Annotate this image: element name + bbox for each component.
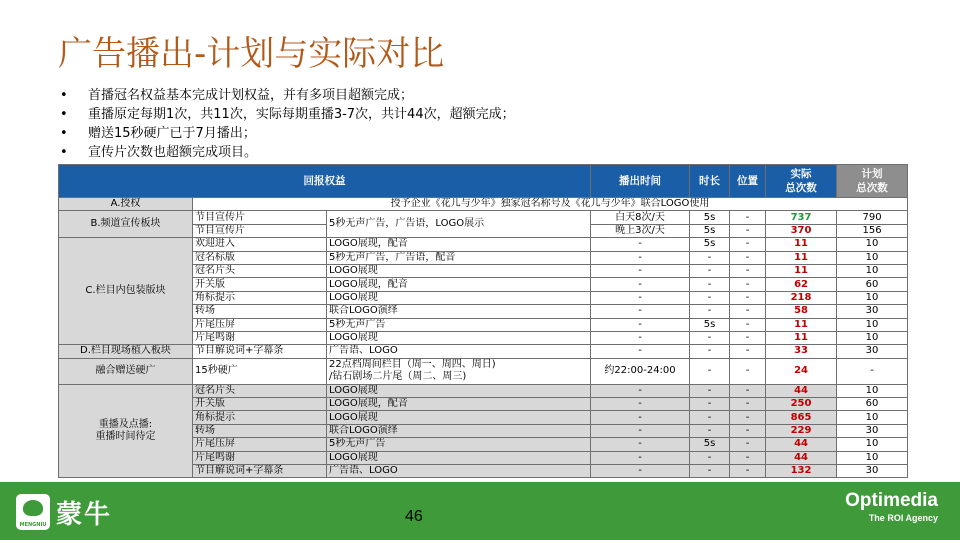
row-time: - bbox=[591, 278, 690, 291]
header-actual-line2: 总次数 bbox=[785, 182, 817, 194]
row-actual: 250 bbox=[766, 398, 837, 411]
row-item: 角标提示 bbox=[193, 291, 327, 304]
category-f-line1: 重播及点播: bbox=[98, 419, 153, 431]
row-time: - bbox=[591, 398, 690, 411]
header-plan-line2: 总次数 bbox=[856, 182, 888, 194]
row-time: - bbox=[591, 424, 690, 437]
row-actual: 33 bbox=[766, 345, 837, 358]
row-duration: - bbox=[690, 305, 730, 318]
row-form: 5秒无声广告，广告语，配音 bbox=[327, 251, 591, 264]
row-form: LOGO展现 bbox=[327, 411, 591, 424]
row-item: 转场 bbox=[193, 424, 327, 437]
row-position: - bbox=[730, 411, 766, 424]
row-item: 15秒硬广 bbox=[193, 358, 327, 384]
row-item: 转场 bbox=[193, 305, 327, 318]
cow-shape bbox=[23, 500, 43, 516]
row-actual: 218 bbox=[766, 291, 837, 304]
row-item: 角标提示 bbox=[193, 411, 327, 424]
row-time: - bbox=[591, 384, 690, 397]
row-item: 节目宣传片 bbox=[193, 224, 327, 237]
row-time: - bbox=[591, 411, 690, 424]
bullet-item: • 赠送15秒硬广已于7月播出； bbox=[60, 124, 515, 143]
table-row bbox=[59, 358, 908, 384]
header-duration: 时长 bbox=[690, 165, 730, 198]
row-actual: 44 bbox=[766, 438, 837, 451]
row-position: - bbox=[730, 238, 766, 251]
row-plan: 10 bbox=[837, 238, 908, 251]
row-duration: - bbox=[690, 264, 730, 277]
row-form: LOGO展现，配音 bbox=[327, 398, 591, 411]
optimedia-tagline: The ROI Agency bbox=[868, 513, 938, 523]
row-duration: - bbox=[690, 251, 730, 264]
row-form: 联合LOGO演绎 bbox=[327, 424, 591, 437]
row-plan: 790 bbox=[837, 211, 908, 224]
row-duration: 5s bbox=[690, 238, 730, 251]
row-form: LOGO展现 bbox=[327, 264, 591, 277]
row-item: 片尾压屏 bbox=[193, 318, 327, 331]
category-a: A.授权 bbox=[59, 198, 193, 211]
row-item: 欢迎进入 bbox=[193, 238, 327, 251]
row-position: - bbox=[730, 251, 766, 264]
row-actual: 11 bbox=[766, 318, 837, 331]
row-duration: - bbox=[690, 278, 730, 291]
row-plan: 10 bbox=[837, 318, 908, 331]
row-plan: 30 bbox=[837, 305, 908, 318]
row-item: 片尾压屏 bbox=[193, 438, 327, 451]
row-actual: 44 bbox=[766, 451, 837, 464]
row-plan: 10 bbox=[837, 411, 908, 424]
row-position: - bbox=[730, 305, 766, 318]
mengniu-logo bbox=[16, 490, 112, 534]
table-row bbox=[59, 384, 908, 397]
row-duration: - bbox=[690, 465, 730, 478]
header-plan-line1: 计划 bbox=[861, 168, 883, 180]
row-duration: - bbox=[690, 384, 730, 397]
optimedia-wordmark: Optimedia bbox=[845, 490, 938, 511]
header-time: 播出时间 bbox=[591, 165, 690, 198]
bullet-item: • 首播冠名权益基本完成计划权益，并有多项目超额完成； bbox=[60, 86, 515, 105]
row-actual: 865 bbox=[766, 411, 837, 424]
row-form: 广告语、LOGO bbox=[327, 465, 591, 478]
row-form: LOGO展现，配音 bbox=[327, 278, 591, 291]
mengniu-wordmark: 蒙牛 bbox=[56, 499, 113, 530]
row-item: 片尾鸣谢 bbox=[193, 331, 327, 344]
bullet-item: • 重播原定每期1次，共11次，实际每期重播3-7次，共计44次，超额完成； bbox=[60, 105, 515, 124]
row-item: 节目宣传片 bbox=[193, 211, 327, 224]
row-time: - bbox=[591, 438, 690, 451]
row-plan: 10 bbox=[837, 384, 908, 397]
table-row bbox=[59, 198, 908, 211]
summary-bullets bbox=[60, 86, 515, 162]
row-item: 冠名片头 bbox=[193, 384, 327, 397]
header-plan bbox=[837, 165, 908, 198]
row-duration: - bbox=[690, 398, 730, 411]
row-form: LOGO展现，配音 bbox=[327, 238, 591, 251]
row-time: 白天8次/天 bbox=[591, 211, 690, 224]
optimedia-logo bbox=[845, 490, 938, 523]
row-plan: 10 bbox=[837, 451, 908, 464]
row-plan: 30 bbox=[837, 465, 908, 478]
category-c: C.栏目内包装版块 bbox=[59, 238, 193, 345]
row-position: - bbox=[730, 345, 766, 358]
row-form: LOGO展现 bbox=[327, 384, 591, 397]
row-position: - bbox=[730, 331, 766, 344]
row-time: - bbox=[591, 251, 690, 264]
table-row bbox=[59, 238, 908, 251]
row-item: 节目解说词+字幕条 bbox=[193, 345, 327, 358]
row-actual: 11 bbox=[766, 251, 837, 264]
row-duration: - bbox=[690, 358, 730, 384]
row-plan: - bbox=[837, 358, 908, 384]
category-f-line2: 重播时间待定 bbox=[95, 431, 156, 443]
row-actual: 229 bbox=[766, 424, 837, 437]
row-plan: 60 bbox=[837, 278, 908, 291]
row-item: 节目解说词+字幕条 bbox=[193, 465, 327, 478]
row-time: - bbox=[591, 264, 690, 277]
row-form-line2: /钻石剧场二片尾（周二、周三) bbox=[329, 371, 467, 383]
row-time: - bbox=[591, 318, 690, 331]
row-actual: 132 bbox=[766, 465, 837, 478]
row-time: - bbox=[591, 465, 690, 478]
row-plan: 30 bbox=[837, 345, 908, 358]
slide-title: 广告播出-计划与实际对比 bbox=[58, 34, 445, 74]
row-duration: - bbox=[690, 331, 730, 344]
row-duration: - bbox=[690, 345, 730, 358]
row-form: LOGO展现 bbox=[327, 451, 591, 464]
row-duration: 5s bbox=[690, 211, 730, 224]
row-plan: 10 bbox=[837, 438, 908, 451]
row-item: 冠名片头 bbox=[193, 264, 327, 277]
row-plan: 156 bbox=[837, 224, 908, 237]
row-item: 开关版 bbox=[193, 278, 327, 291]
row-time: - bbox=[591, 305, 690, 318]
row-duration: - bbox=[690, 424, 730, 437]
row-position: - bbox=[730, 278, 766, 291]
row-plan: 10 bbox=[837, 264, 908, 277]
row-duration: - bbox=[690, 411, 730, 424]
mengniu-mark-text: MENGNIU bbox=[19, 522, 47, 528]
category-d: D.栏目现场植入板块 bbox=[59, 345, 193, 358]
header-benefit: 回报权益 bbox=[59, 165, 591, 198]
bullet-item: • 宣传片次数也超额完成项目。 bbox=[60, 143, 515, 162]
row-time: - bbox=[591, 345, 690, 358]
row-time: - bbox=[591, 451, 690, 464]
row-position: - bbox=[730, 384, 766, 397]
header-position: 位置 bbox=[730, 165, 766, 198]
row-actual: 11 bbox=[766, 331, 837, 344]
plan-vs-actual-table bbox=[58, 164, 908, 478]
category-e: 融合赠送硬广 bbox=[59, 358, 193, 384]
row-duration: - bbox=[690, 291, 730, 304]
table-header-row bbox=[59, 165, 908, 198]
row-time: 约22:00-24:00 bbox=[591, 358, 690, 384]
row-duration: 5s bbox=[690, 224, 730, 237]
row-item: 开关版 bbox=[193, 398, 327, 411]
row-actual: 44 bbox=[766, 384, 837, 397]
row-position: - bbox=[730, 438, 766, 451]
row-form: LOGO展现 bbox=[327, 331, 591, 344]
row-time: - bbox=[591, 331, 690, 344]
row-duration: 5s bbox=[690, 318, 730, 331]
row-position: - bbox=[730, 465, 766, 478]
row-position: - bbox=[730, 451, 766, 464]
row-time: - bbox=[591, 238, 690, 251]
row-actual: 370 bbox=[766, 224, 837, 237]
row-position: - bbox=[730, 264, 766, 277]
row-form bbox=[327, 358, 591, 384]
row-form: 5秒无声广告，广告语，LOGO展示 bbox=[327, 211, 591, 238]
row-time: 晚上3次/天 bbox=[591, 224, 690, 237]
row-actual: 11 bbox=[766, 238, 837, 251]
row-plan: 10 bbox=[837, 331, 908, 344]
row-position: - bbox=[730, 291, 766, 304]
table-row bbox=[59, 345, 908, 358]
row-duration: - bbox=[690, 451, 730, 464]
row-form: 联合LOGO演绎 bbox=[327, 305, 591, 318]
row-actual: 24 bbox=[766, 358, 837, 384]
row-actual: 58 bbox=[766, 305, 837, 318]
footer-bar bbox=[0, 482, 960, 540]
row-plan: 30 bbox=[837, 424, 908, 437]
row-actual: 11 bbox=[766, 264, 837, 277]
header-actual-line1: 实际 bbox=[790, 168, 812, 180]
page-number: 46 bbox=[405, 508, 423, 525]
row-plan: 10 bbox=[837, 291, 908, 304]
row-form: 5秒无声广告 bbox=[327, 318, 591, 331]
row-position: - bbox=[730, 424, 766, 437]
row-form: LOGO展现 bbox=[327, 291, 591, 304]
row-position: - bbox=[730, 224, 766, 237]
mengniu-cow-icon bbox=[16, 494, 50, 530]
row-position: - bbox=[730, 318, 766, 331]
row-plan: 10 bbox=[837, 251, 908, 264]
row-form: 广告语、LOGO bbox=[327, 345, 591, 358]
category-b: B.频道宣传板块 bbox=[59, 211, 193, 238]
category-a-text: 授予企业《花儿与少年》独家冠名称号及《花儿与少年》联合LOGO使用 bbox=[193, 198, 908, 211]
row-position: - bbox=[730, 358, 766, 384]
header-actual bbox=[766, 165, 837, 198]
table-row bbox=[59, 211, 908, 224]
category-f bbox=[59, 384, 193, 478]
row-actual: 737 bbox=[766, 211, 837, 224]
row-time: - bbox=[591, 291, 690, 304]
row-item: 冠名标版 bbox=[193, 251, 327, 264]
row-position: - bbox=[730, 398, 766, 411]
row-duration: 5s bbox=[690, 438, 730, 451]
row-plan: 60 bbox=[837, 398, 908, 411]
row-form-line1: 22点档周间栏目（周一、周四、周日) bbox=[329, 359, 496, 371]
row-form: 5秒无声广告 bbox=[327, 438, 591, 451]
row-position: - bbox=[730, 211, 766, 224]
row-actual: 62 bbox=[766, 278, 837, 291]
row-item: 片尾鸣谢 bbox=[193, 451, 327, 464]
